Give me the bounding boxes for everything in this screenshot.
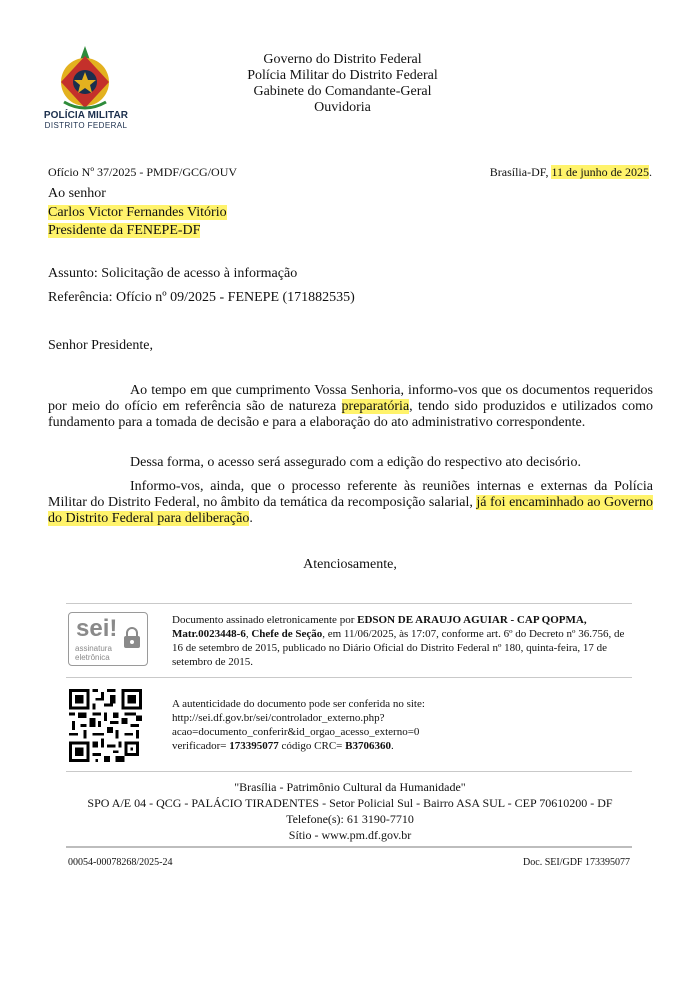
verification-url[interactable]: http://sei.df.gov.br/sei/controlador_externo.php? [172,712,385,724]
qr-code-icon [69,689,142,762]
footer-site[interactable]: Sítio - www.pm.df.gov.br [288,828,412,842]
letter-date: 11 de junho de 2025 [551,165,649,179]
lock-icon [123,627,141,649]
letterhead-line: Ouvidoria [314,100,371,115]
footer-motto: "Brasília - Patrimônio Cultural da Humanidade" [234,780,466,794]
closing: Atenciosamente, [303,557,397,572]
paragraph-3: Informo-vos, ainda, que o processo referente às reuniões internas e externas da Polícia Militar do Distrito Federal, no âmbito da temática da recomposição salarial, já foi encaminhado ao Governo do Distrito Federal para deliberação. [48,479,653,526]
recipient-role: Presidente da FENEPE-DF [48,223,201,238]
sei-signature-seal [68,612,148,666]
place: Brasília-DF, [489,165,552,179]
subject-line: Assunto: Solicitação de acesso à informação [48,266,298,281]
paragraph-1: Ao tempo em que cumprimento Vossa Senhoria, informo-vos que os documentos requeridos por meio do ofício em referência são de natureza preparatória, tendo sido produzidos e utilizados como fundamento para a tomada de decisão e para a elaboração do ato administrativo correspondente. [48,383,653,430]
doc-number: Doc. SEI/GDF 173395077 [523,857,630,868]
office-number: Ofício Nº 37/2025 - PMDF/GCG/OUV [48,165,238,179]
logo-title: POLÍCIA MILITAR [43,110,129,121]
process-number: 00054-00078268/2025-24 [68,857,173,868]
divider [66,677,632,678]
sei-seal-logo: sei! [76,615,118,642]
crc-code: B3706360 [345,740,391,752]
letterhead [200,52,485,116]
footer [0,779,700,843]
letterhead-line: Gabinete do Comandante-Geral [253,84,432,99]
paragraph-2: Dessa forma, o acesso será assegurado com a edição do respectivo ato decisório. [130,455,581,470]
recipient-name: Carlos Victor Fernandes Vitório [48,205,227,220]
divider [66,603,632,604]
divider [66,771,632,772]
highlight-preparatoria: preparatória [341,399,410,414]
verification-block [172,697,632,753]
greeting: Senhor Presidente, [48,338,153,353]
letterhead-line: Polícia Militar do Distrito Federal [247,68,438,83]
reference-line: Referência: Ofício nº 09/2025 - FENEPE (171882535) [48,290,355,305]
signature-statement: Documento assinado eletronicamente por EDSON DE ARAUJO AGUIAR - CAP QOPMA, Matr.0023448-6, Chefe de Seção, em 11/06/2025, às 17:07, conforme art. 6º do Decreto nº 36.756, de 16 de setembro de 2015, publicado no Diário Oficial do Distrito Federal nº 180, quinta-feira, 17 de setembro de 2015. [172,614,625,668]
verification-codes: verificador= 173395077 código CRC= B3706360. [172,740,394,752]
verification-text: A autenticidade do documento pode ser conferida no site: [172,698,425,710]
signer-name: EDSON DE ARAUJO AGUIAR - CAP QOPMA, Matr.0023448-6 [172,614,587,640]
highlight-encaminhado: já foi encaminhado ao Governo do Distrito Federal para deliberação [48,495,653,526]
logo-subtitle: DISTRITO FEDERAL [44,121,128,130]
footer-address: SPO A/E 04 - QCG - PALÁCIO TIRADENTES - Setor Policial Sul - Bairro ASA SUL - CEP 70610200 - DF [87,796,613,810]
recipient-salutation: Ao senhor [48,186,106,201]
divider [66,846,632,848]
letterhead-line: Governo do Distrito Federal [263,52,422,67]
signer-role: Chefe de Seção [251,628,323,640]
date-line: Brasília-DF, 11 de junho de 2025. [489,165,652,179]
verification-url-params[interactable]: acao=documento_conferir&id_orgao_acesso_externo=0 [172,726,420,738]
footer-phone: Telefone(s): 61 3190-7710 [286,812,414,826]
verifier-code: 173395077 [229,740,279,752]
sei-seal-caption: assinatura eletrônica [75,644,112,662]
